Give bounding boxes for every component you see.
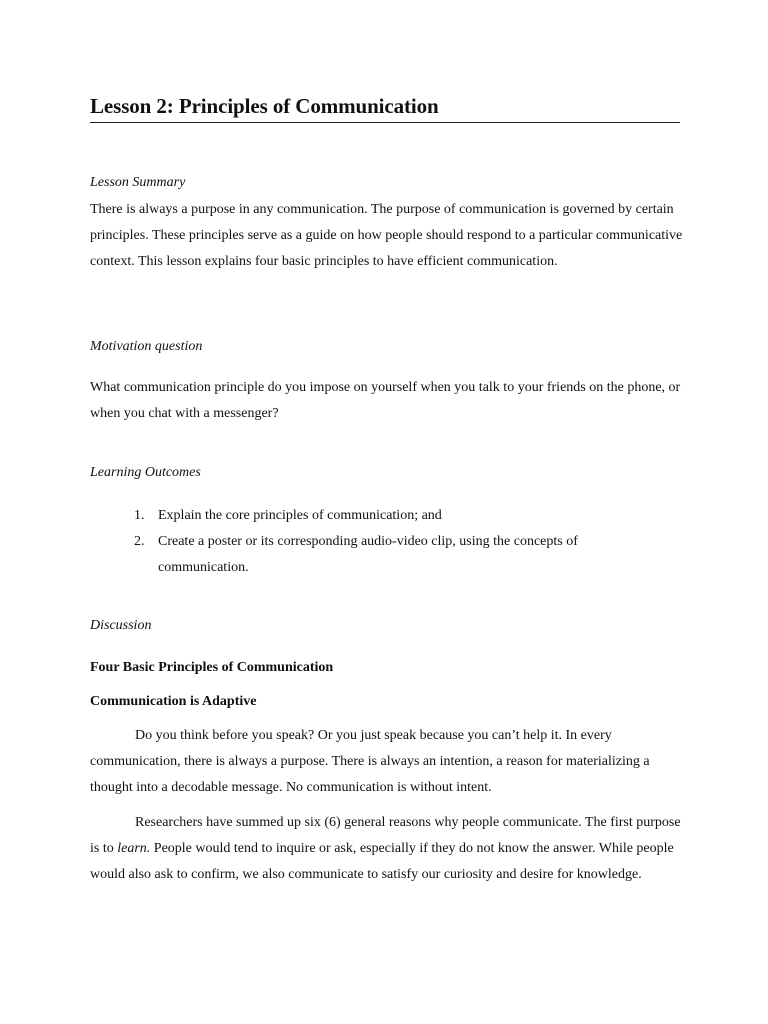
list-item-text: Explain the core principles of communication; and bbox=[158, 508, 442, 523]
list-item-number: 2. bbox=[134, 534, 145, 550]
discussion-heading: Discussion bbox=[90, 618, 152, 633]
paragraph-text: Researchers have summed up six (6) general reasons why people communicate. The first purpose is to bbox=[90, 815, 681, 857]
list-item-number: 1. bbox=[134, 508, 145, 523]
paragraph-text: People would tend to inquire or ask, especially if they do not know the answer. While people would also ask to confirm, we also communicate to satisfy our curiosity and desire for knowledge. bbox=[90, 841, 674, 883]
lesson-summary-heading: Lesson Summary bbox=[90, 175, 186, 190]
emphasis-text: learn. bbox=[117, 841, 151, 857]
paragraph-adaptive-1: Do you think before you speak? Or you just speak because you can’t help it. In every communication, there is always a purpose. There is always an intention, a reason for materializing a thought into a decodable message. No communication is without intent. bbox=[90, 728, 650, 796]
learning-outcomes-heading: Learning Outcomes bbox=[90, 465, 201, 480]
motivation-question-heading: Motivation question bbox=[90, 339, 203, 354]
lesson-summary-text: There is always a purpose in any communication. The purpose of communication is governed by certain principles. These principles serve as a guide on how people should respond to a particular communicative context. This lesson explains four basic principles to have efficient communication. bbox=[90, 202, 683, 270]
lesson-title: Lesson 2: Principles of Communication bbox=[90, 93, 680, 123]
motivation-question-text: What communication principle do you impose on yourself when you talk to your friends on the phone, or when you chat with a messenger? bbox=[90, 380, 681, 422]
section-heading: Four Basic Principles of Communication bbox=[90, 660, 334, 675]
learning-outcomes-list bbox=[90, 503, 650, 582]
list-item-text: Create a poster or its corresponding audio-video clip, using the concepts of communication. bbox=[158, 534, 578, 576]
subsection-heading: Communication is Adaptive bbox=[90, 694, 257, 709]
list-item bbox=[90, 529, 650, 581]
list-item bbox=[90, 503, 650, 529]
paragraph-adaptive-2 bbox=[90, 810, 686, 889]
